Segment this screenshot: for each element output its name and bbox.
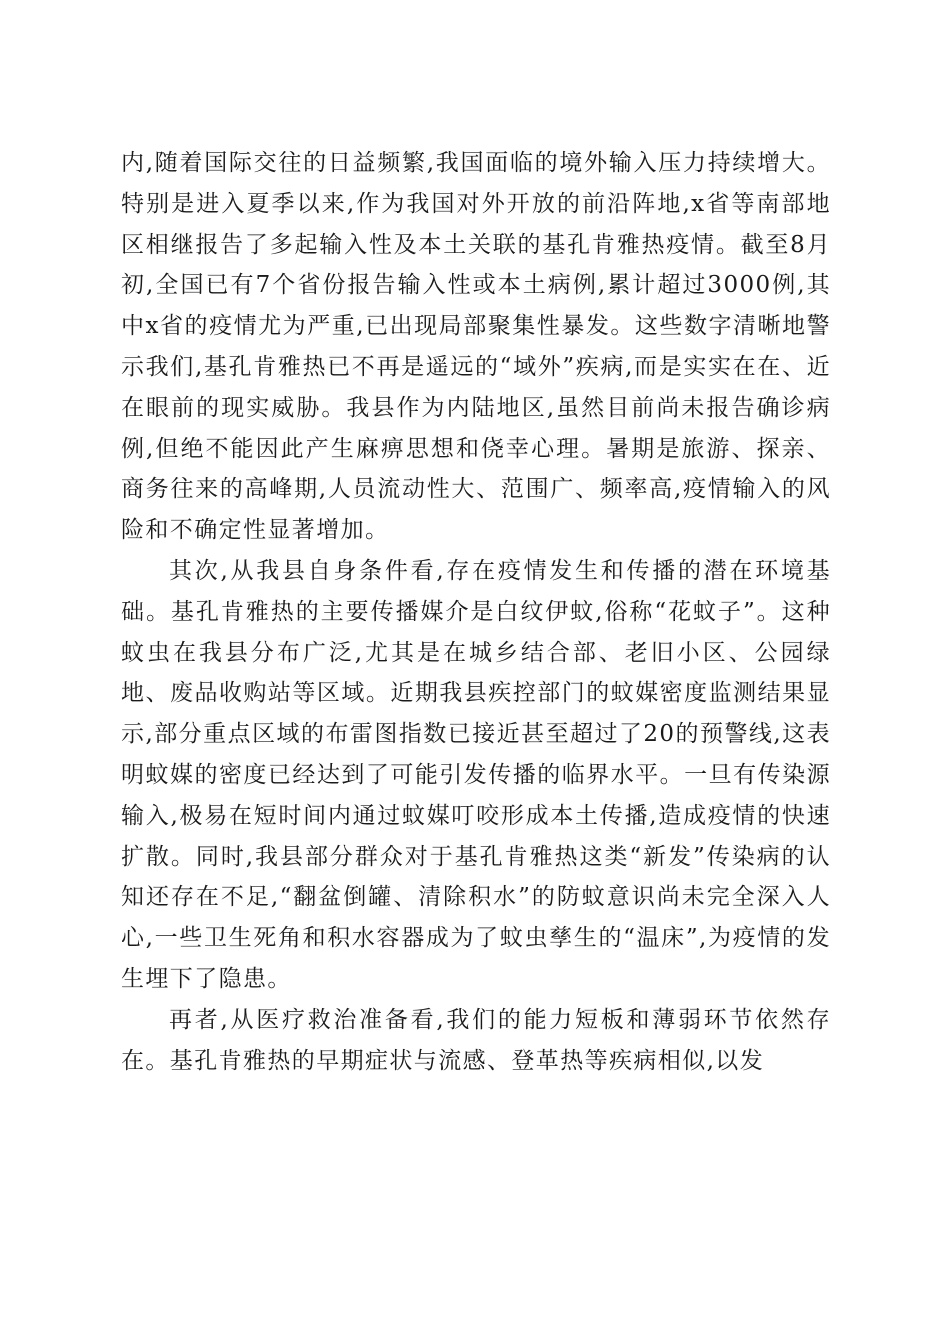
document-body: [121, 143, 831, 1081]
paragraph-medical: 再者,从医疗救治准备看,我们的能力短板和薄弱环节依然存在。基孔肯雅热的早期症状与流感、登革热等疾病相似,以发: [121, 1006, 831, 1074]
paragraph-continuation: 内,随着国际交往的日益频繁,我国面临的境外输入压力持续增大。特别是进入夏季以来,作为我国对外开放的前沿阵地,x省等南部地区相继报告了多起输入性及本土关联的基孔肯雅热疫情。截至8月初,全国已有7个省份报告输入性或本土病例,累计超过3000例,其中x省的疫情尤为严重,已出现局部聚集性暴发。这些数字清晰地警示我们,基孔肯雅热已不再是遥远的“域外”疾病,而是实实在在、近在眼前的现实威胁。我县作为内陆地区,虽然目前尚未报告确诊病例,但绝不能因此产生麻痹思想和侥幸心理。暑期是旅游、探亲、商务往来的高峰期,人员流动性大、范围广、频率高,疫情输入的风险和不确定性显著增加。: [121, 150, 831, 544]
paragraph-environment: 其次,从我县自身条件看,存在疫情发生和传播的潜在环境基础。基孔肯雅热的主要传播媒介是白纹伊蚊,俗称“花蚊子”。这种蚊虫在我县分布广泛,尤其是在城乡结合部、老旧小区、公园绿地、废品收购站等区域。近期我县疾控部门的蚊媒密度监测结果显示,部分重点区域的布雷图指数已接近甚至超过了20的预警线,这表明蚊媒的密度已经达到了可能引发传播的临界水平。一旦有传染源输入,极易在短时间内通过蚊媒叮咬形成本土传播,造成疫情的快速扩散。同时,我县部分群众对于基孔肯雅热这类“新发”传染病的认知还存在不足,“翻盆倒罐、清除积水”的防蚊意识尚未完全深入人心,一些卫生死角和积水容器成为了蚊虫孳生的“温床”,为疫情的发生埋下了隐患。: [121, 557, 831, 992]
